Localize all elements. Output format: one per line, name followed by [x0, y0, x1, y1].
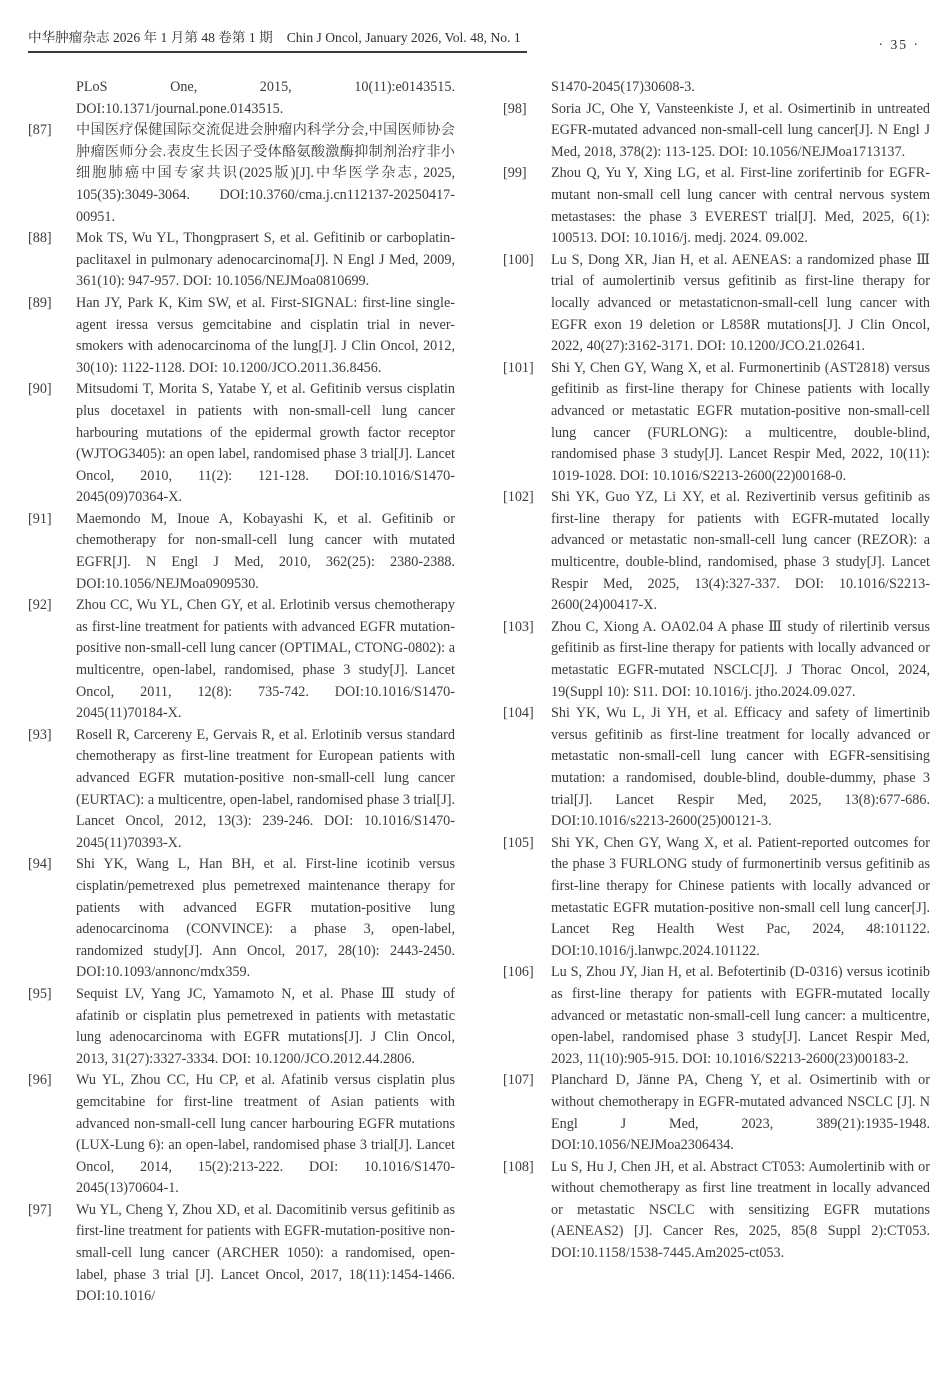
reference-number: [98]: [503, 100, 527, 117]
reference-number: [87]: [28, 122, 52, 139]
reference-text: 中国医疗保健国际交流促进会肿瘤内科学分会,中国医师协会肿瘤医师分会.表皮生长因子受体酪氨酸激酶抑制剂治疗非小细胞肺癌中国专家共识(2025版)[J].中华医学杂志, 2025, 105(35):3049-3064. DOI:10.3760/cma.j.cn112137-20250417-00951.: [76, 122, 455, 225]
reference-number: [89]: [28, 294, 52, 311]
reference-text: Soria JC, Ohe Y, Vansteenkiste J, et al. Osimertinib in untreated EGFR-mutated advanced non-small-cell lung cancer[J]. N Engl J Med, 2018, 378(2): 113-125. DOI: 10.1056/NEJMoa1713137.: [551, 100, 930, 160]
reference-item-87: [28, 120, 455, 228]
reference-item-100: [503, 250, 930, 358]
reference-number: [104]: [503, 705, 534, 722]
journal-title-en: Chin J Oncol, January 2026, Vol. 48, No. 1: [286, 30, 521, 45]
page-header: [28, 26, 930, 53]
reference-text: Shi YK, Chen GY, Wang X, et al. Patient-reported outcomes for the phase 3 FURLONG study of furmonertinib versus gefitinib as first-line therapy for Chinese patients with locally advanced or metastatic EGFR mutation-positive non-small cell lung cancer[J]. Lancet Reg Health West Pac, 2024, 48:101122. DOI:10.1016/j.lanwpc.2024.101122.: [551, 834, 930, 959]
reference-number: [94]: [28, 856, 52, 873]
reference-number: [97]: [28, 1201, 52, 1218]
reference-text: Rosell R, Carcereny E, Gervais R, et al. Erlotinib versus standard chemotherapy as first-line treatment for European patients with advanced EGFR mutation-positive non-small-cell lung cancer (EURTAC): a multicentre, open-label, randomised phase 3 trial[J]. Lancet Oncol, 2012, 13(3): 239-246. DOI: 10.1016/S1470-2045(11)70393-X.: [76, 726, 455, 851]
reference-text: Lu S, Zhou JY, Jian H, et al. Befotertinib (D-0316) versus icotinib as first-line therapy for patients with EGFR-mutated locally advanced or metastatic non-small-cell lung cancer: a multicentre, open-label, randomised phase 3 study[J]. Lancet Respir Med, 2023, 11(10):905-915. DOI: 10.1016/S2213-2600(23)00183-2.: [551, 964, 930, 1067]
reference-number: [93]: [28, 726, 52, 743]
reference-item-93: [28, 725, 455, 855]
reference-text: Shi YK, Guo YZ, Li XY, et al. Rezivertinib versus gefitinib as first-line therapy for patients with EGFR-mutated locally advanced or metastatic non-small-cell lung cancer (REZOR): a multicentre, double-blind, randomised, phase 3 study[J]. Lancet Respir Med, 2025, 13(4):327-337. DOI: 10.1016/S2213-2600(24)00417-X.: [551, 489, 930, 614]
reference-text: Mitsudomi T, Morita S, Yatabe Y, et al. Gefitinib versus cisplatin plus docetaxel in patients with non-small-cell lung cancer harbouring mutations of the epidermal growth factor receptor (WJTOG3405): an open label, randomised phase 3 trial[J]. Lancet Oncol, 2010, 11(2): 121-128. DOI:10.1016/S1470-2045(09)70364-X.: [76, 381, 455, 506]
reference-item-99: [503, 163, 930, 249]
reference-text: Wu YL, Zhou CC, Hu CP, et al. Afatinib versus cisplatin plus gemcitabine for first-line treatment of Asian patients with advanced non-small-cell lung cancer harbouring EGFR mutations (LUX-Lung 6): an open-label, randomised phase 3 trial[J]. Lancet Oncol, 2014, 15(2):213-222. DOI: 10.1016/S1470-2045(13)70604-1.: [76, 1072, 455, 1197]
references-section: [28, 77, 930, 1308]
reference-text: PLoS One, 2015, 10(11):e0143515. DOI:10.1371/journal.pone.0143515.: [76, 79, 455, 117]
reference-text: Han JY, Park K, Kim SW, et al. First-SIGNAL: first-line single-agent iressa versus gemcitabine and cisplatin trial in never-smokers with adenocarcinoma of the lung[J]. J Clin Oncol, 2012, 30(10): 1122-1128. DOI: 10.1200/JCO.2011.36.8456.: [76, 294, 455, 376]
reference-text: Wu YL, Cheng Y, Zhou XD, et al. Dacomitinib versus gefitinib as first-line treatment for patients with EGFR-mutation-positive non-small-cell lung cancer (ARCHER 1050): a randomised, open-label, phase 3 trial [J]. Lancet Oncol, 2017, 18(11):1454-1466. DOI:10.1016/: [76, 1201, 455, 1305]
reference-text: S1470-2045(17)30608-3.: [551, 79, 695, 95]
reference-number: [91]: [28, 510, 52, 527]
reference-number: [95]: [28, 985, 52, 1002]
reference-item-98: [503, 99, 930, 164]
reference-item-108: [503, 1157, 930, 1265]
reference-text: Zhou Q, Yu Y, Xing LG, et al. First-line zorifertinib for EGFR-mutant non-small cell lung cancer with central nervous system metastases: the phase 3 EVEREST trial[J]. Med, 2025, 6(1): 100513. DOI: 10.1016/j. medj. 2024. 09.002.: [551, 165, 930, 247]
reference-item-95: [28, 984, 455, 1070]
references-column-left: [28, 77, 455, 1308]
reference-text: Maemondo M, Inoue A, Kobayashi K, et al. Gefitinib or chemotherapy for non-small-cell lung cancer with mutated EGFR[J]. N Engl J Med, 2010, 362(25): 2380-2388. DOI:10.1056/NEJMoa0909530.: [76, 510, 455, 592]
reference-text: Planchard D, Jänne PA, Cheng Y, et al. Osimertinib with or without chemotherapy in EGFR-mutated advanced NSCLC [J]. N Engl J Med, 2023, 389(21):1935-1948. DOI:10.1056/NEJMoa2306434.: [551, 1072, 930, 1154]
reference-number: [88]: [28, 230, 52, 247]
reference-text: Zhou CC, Wu YL, Chen GY, et al. Erlotinib versus chemotherapy as first-line treatment for patients with advanced EGFR mutation-positive non-small-cell lung cancer (OPTIMAL, CTONG-0802): a multicentre, open-label, randomised, phase 3 study[J]. Lancet Oncol, 2011, 12(8): 735-742. DOI:10.1016/S1470-2045(11)70184-X.: [76, 597, 455, 722]
reference-number: [99]: [503, 165, 527, 182]
reference-item-carryover: [28, 77, 455, 120]
reference-number: [90]: [28, 381, 52, 398]
reference-item-90: [28, 379, 455, 509]
reference-text: Shi YK, Wu L, Ji YH, et al. Efficacy and safety of limertinib versus gefitinib as first-line treatment for locally advanced or metastatic non-small-cell lung cancer with EGFR-sensitising mutation: a randomised, double-blind, double-dummy, phase 3 trial[J]. Lancet Respir Med, 2025, 13(8):677-686. DOI:10.1016/s2213-2600(25)00121-3.: [551, 705, 930, 830]
reference-number: [101]: [503, 359, 534, 376]
reference-item-carryover: [503, 77, 930, 99]
reference-number: [100]: [503, 251, 534, 268]
reference-item-103: [503, 617, 930, 703]
reference-number: [106]: [503, 964, 534, 981]
reference-number: [103]: [503, 618, 534, 635]
reference-item-94: [28, 854, 455, 984]
reference-text: Lu S, Hu J, Chen JH, et al. Abstract CT053: Aumolertinib with or without chemotherapy as first line treatment in locally advanced or metastatic NSCLC with sensitizing EGFR mutations (AENEAS2) [J]. Cancer Res, 2025, 85(8 Suppl 2):CT053. DOI:10.1158/1538-7445.Am2025-ct053.: [551, 1158, 930, 1262]
reference-item-91: [28, 509, 455, 595]
reference-item-96: [28, 1070, 455, 1200]
journal-title-cn: 中华肿瘤杂志 2026 年 1 月第 48 卷第 1 期: [28, 30, 273, 45]
reference-text: Sequist LV, Yang JC, Yamamoto N, et al. Phase Ⅲ study of afatinib or cisplatin plus pemetrexed in patients with metastatic lung adenocarcinoma with EGFR mutations[J]. J Clin Oncol, 2013, 31(27):3327-3334. DOI: 10.1200/JCO.2012.44.2806.: [76, 985, 455, 1067]
reference-item-89: [28, 293, 455, 379]
running-head: [28, 26, 527, 53]
reference-item-97: [28, 1200, 455, 1308]
reference-number: [105]: [503, 834, 534, 851]
reference-item-88: [28, 228, 455, 293]
reference-text: Zhou C, Xiong A. OA02.04 A phase Ⅲ study of rilertinib versus gefitinib as first-line therapy for patients with locally advanced or metastatic EGFR-mutated NSCLC[J]. J Thorac Oncol, 2024, 19(Suppl 10): S11. DOI: 10.1016/j. jtho.2024.09.027.: [551, 618, 930, 700]
reference-item-106: [503, 962, 930, 1070]
reference-number: [108]: [503, 1158, 534, 1175]
page-number: · 35 ·: [878, 37, 920, 52]
references-column-right: [503, 77, 930, 1308]
reference-number: [107]: [503, 1072, 534, 1089]
reference-text: Shi Y, Chen GY, Wang X, et al. Furmonertinib (AST2818) versus gefitinib as first-line therapy for Chinese patients with locally advanced or metastatic EGFR mutation-positive non-small-cell lung cancer (FURLONG): a multicentre, double-blind, randomised phase 3 study[J]. Lancet Respir Med, 2022, 10(11): 1019-1028. DOI: 10.1016/S2213-2600(22)00168-0.: [551, 359, 930, 484]
reference-number: [96]: [28, 1072, 52, 1089]
reference-item-107: [503, 1070, 930, 1156]
reference-item-104: [503, 703, 930, 833]
reference-number: [102]: [503, 489, 534, 506]
reference-item-92: [28, 595, 455, 725]
reference-text: Mok TS, Wu YL, Thongprasert S, et al. Gefitinib or carboplatin-paclitaxel in pulmonary adenocarcinoma[J]. N Engl J Med, 2009, 361(10): 947-957. DOI: 10.1056/NEJMoa0810699.: [76, 230, 455, 290]
reference-text: Lu S, Dong XR, Jian H, et al. AENEAS: a randomized phase Ⅲ trial of aumolertinib versus gefitinib as first-line therapy for locally advanced or metastaticnon-small-cell lung cancer with EGFR exon 19 deletion or L858R mutations[J]. J Clin Oncol, 2022, 40(27):3162-3171. DOI: 10.1200/JCO.21.02641.: [551, 251, 930, 355]
reference-text: Shi YK, Wang L, Han BH, et al. First-line icotinib versus cisplatin/pemetrexed plus pemetrexed maintenance therapy for patients with advanced EGFR mutation-positive lung adenocarcinoma (CONVINCE): a phase 3, open-label, randomized study[J]. Ann Oncol, 2017, 28(10): 2443-2450. DOI:10.1093/annonc/mdx359.: [76, 856, 455, 981]
reference-item-102: [503, 487, 930, 617]
reference-item-105: [503, 833, 930, 963]
reference-item-101: [503, 358, 930, 488]
reference-number: [92]: [28, 597, 52, 614]
